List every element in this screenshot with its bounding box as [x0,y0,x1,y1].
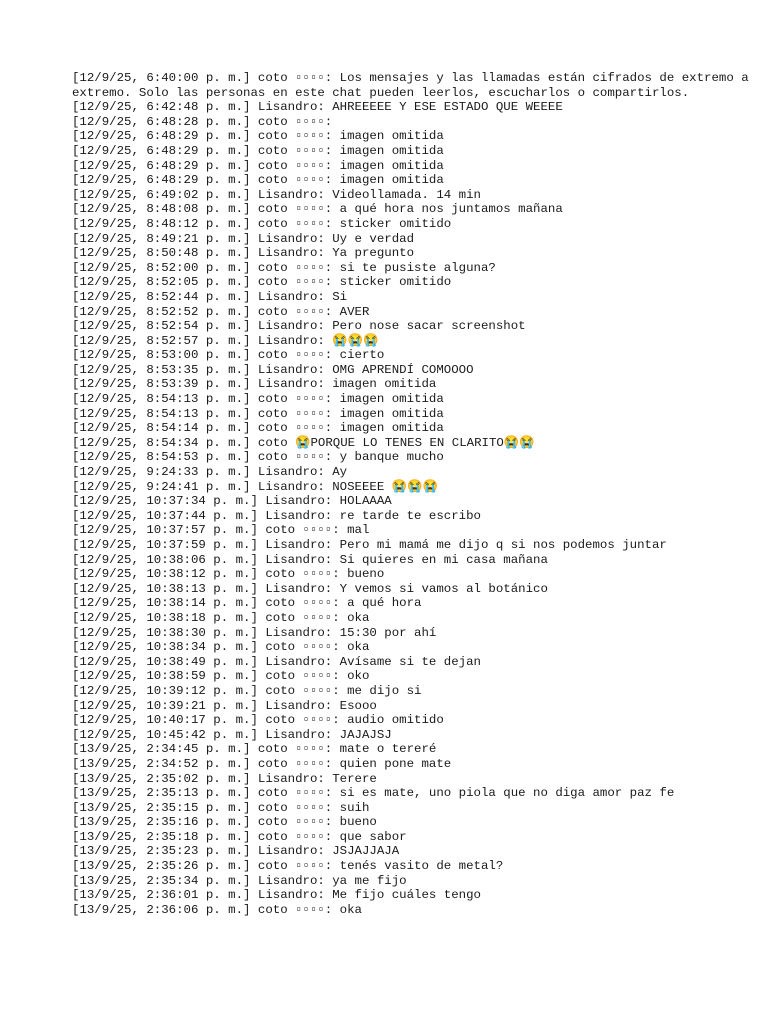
chat-line: [12/9/25, 10:39:21 p. m.] Lisandro: Esooo [72,698,377,713]
chat-line: [12/9/25, 8:53:35 p. m.] Lisandro: OMG APRENDÍ COMOOOO [72,362,474,377]
chat-line: [12/9/25, 6:48:29 p. m.] coto ▫▫▫▫: imagen omitida [72,129,444,144]
chat-line: [12/9/25, 8:48:08 p. m.] coto ▫▫▫▫: a qué hora nos juntamos mañana [72,202,563,217]
chat-line: [12/9/25, 8:54:34 p. m.] coto 😭PORQUE LO TENES EN CLARITO😭😭 [72,435,535,450]
chat-line: [12/9/25, 8:52:05 p. m.] coto ▫▫▫▫: sticker omitido [72,275,452,290]
chat-line: [12/9/25, 10:38:30 p. m.] Lisandro: 15:30 por ahí [72,625,437,640]
chat-line: [12/9/25, 6:48:29 p. m.] coto ▫▫▫▫: imagen omitida [72,143,444,158]
chat-line: [12/9/25, 8:49:21 p. m.] Lisandro: Uy e verdad [72,231,415,246]
chat-line: [13/9/25, 2:35:13 p. m.] coto ▫▫▫▫: si es mate, uno piola que no diga amor paz fe [72,786,675,801]
chat-line: [12/9/25, 10:37:59 p. m.] Lisandro: Pero mi mamá me dijo q si nos podemos juntar [72,538,667,552]
chat-line: [12/9/25, 10:38:06 p. m.] Lisandro: Si quieres en mi casa mañana [72,552,548,567]
chat-line: [13/9/25, 2:35:26 p. m.] coto ▫▫▫▫: tenés vasito de metal? [72,859,504,874]
chat-line: [12/9/25, 8:52:57 p. m.] Lisandro: 😭😭😭 [72,333,379,348]
chat-line: [13/9/25, 2:35:23 p. m.] Lisandro: JSJAJJAJA [72,844,400,859]
chat-line: [12/9/25, 10:39:12 p. m.] coto ▫▫▫▫: me dijo si [72,683,422,698]
chat-line: [12/9/25, 6:49:02 p. m.] Lisandro: Videollamada. 14 min [72,187,481,202]
chat-line: [12/9/25, 10:38:18 p. m.] coto ▫▫▫▫: oka [72,610,370,625]
chat-line: [13/9/25, 2:34:45 p. m.] coto ▫▫▫▫: mate o tereré [72,742,437,757]
chat-line: [12/9/25, 10:38:59 p. m.] coto ▫▫▫▫: oko [72,669,370,684]
chat-line: [12/9/25, 10:37:34 p. m.] Lisandro: HOLAAAA [72,494,392,509]
chat-line: [12/9/25, 8:53:00 p. m.] coto ▫▫▫▫: cierto [72,348,385,363]
chat-line: [12/9/25, 8:54:13 p. m.] coto ▫▫▫▫: imagen omitida [72,406,444,421]
chat-line: [12/9/25, 8:52:52 p. m.] coto ▫▫▫▫: AVER [72,304,370,319]
chat-line: [12/9/25, 10:40:17 p. m.] coto ▫▫▫▫: audio omitido [72,713,444,728]
chat-line: [12/9/25, 9:24:41 p. m.] Lisandro: NOSEEEE 😭😭😭 [72,479,439,494]
chat-line: [12/9/25, 10:38:14 p. m.] coto ▫▫▫▫: a qué hora [72,596,422,611]
chat-line: [12/9/25, 6:48:29 p. m.] coto ▫▫▫▫: imagen omitida [72,173,444,188]
chat-line: [12/9/25, 10:38:13 p. m.] Lisandro: Y vemos si vamos al botánico [72,581,548,596]
chat-line: [12/9/25, 6:40:00 p. m.] coto ▫▫▫▫: Los mensajes y las llamadas están cifrados de extremo a extremo. Solo las personas en este chat pueden leerlos, escucharlos o compartirlos. [72,71,757,100]
chat-line: [13/9/25, 2:35:15 p. m.] coto ▫▫▫▫: suih [72,800,370,815]
chat-line: [12/9/25, 8:50:48 p. m.] Lisandro: Ya pregunto [72,246,415,261]
chat-line: [13/9/25, 2:35:16 p. m.] coto ▫▫▫▫: bueno [72,815,377,830]
chat-line: [12/9/25, 10:38:49 p. m.] Lisandro: Avísame si te dejan [72,654,481,669]
chat-line: [12/9/25, 10:37:57 p. m.] coto ▫▫▫▫: mal [72,523,370,538]
chat-line: [12/9/25, 6:42:48 p. m.] Lisandro: AHREEEEE Y ESE ESTADO QUE WEEEE [72,100,563,115]
chat-line: [13/9/25, 2:36:01 p. m.] Lisandro: Me fijo cuáles tengo [72,888,481,903]
chat-line: [12/9/25, 8:53:39 p. m.] Lisandro: imagen omitida [72,377,437,392]
chat-line: [12/9/25, 8:54:13 p. m.] coto ▫▫▫▫: imagen omitida [72,392,444,407]
chat-line: [13/9/25, 2:36:06 p. m.] coto ▫▫▫▫: oka [72,902,362,917]
chat-line: [12/9/25, 8:54:14 p. m.] coto ▫▫▫▫: imagen omitida [72,421,444,436]
chat-line: [13/9/25, 2:35:02 p. m.] Lisandro: Terere [72,771,377,786]
chat-line: [12/9/25, 10:38:34 p. m.] coto ▫▫▫▫: oka [72,640,370,655]
chat-transcript [72,71,757,917]
chat-line: [12/9/25, 6:48:28 p. m.] coto ▫▫▫▫: [72,114,333,129]
chat-line: [12/9/25, 6:48:29 p. m.] coto ▫▫▫▫: imagen omitida [72,158,444,173]
chat-line: [13/9/25, 2:34:52 p. m.] coto ▫▫▫▫: quien pone mate [72,756,452,771]
chat-line: [13/9/25, 2:35:34 p. m.] Lisandro: ya me fijo [72,873,407,888]
chat-line: [12/9/25, 8:52:00 p. m.] coto ▫▫▫▫: si te pusiste alguna? [72,260,496,275]
chat-line: [12/9/25, 8:52:54 p. m.] Lisandro: Pero nose sacar screenshot [72,319,526,334]
chat-line: [13/9/25, 2:35:18 p. m.] coto ▫▫▫▫: que sabor [72,829,407,844]
chat-line: [12/9/25, 10:45:42 p. m.] Lisandro: JAJAJSJ [72,727,392,742]
chat-line: [12/9/25, 8:54:53 p. m.] coto ▫▫▫▫: y banque mucho [72,450,444,465]
chat-line: [12/9/25, 8:52:44 p. m.] Lisandro: Si [72,289,348,304]
chat-line: [12/9/25, 10:38:12 p. m.] coto ▫▫▫▫: bueno [72,567,385,582]
chat-line: [12/9/25, 8:48:12 p. m.] coto ▫▫▫▫: sticker omitido [72,216,452,231]
chat-line: [12/9/25, 10:37:44 p. m.] Lisandro: re tarde te escribo [72,508,481,523]
chat-line: [12/9/25, 9:24:33 p. m.] Lisandro: Ay [72,465,348,480]
